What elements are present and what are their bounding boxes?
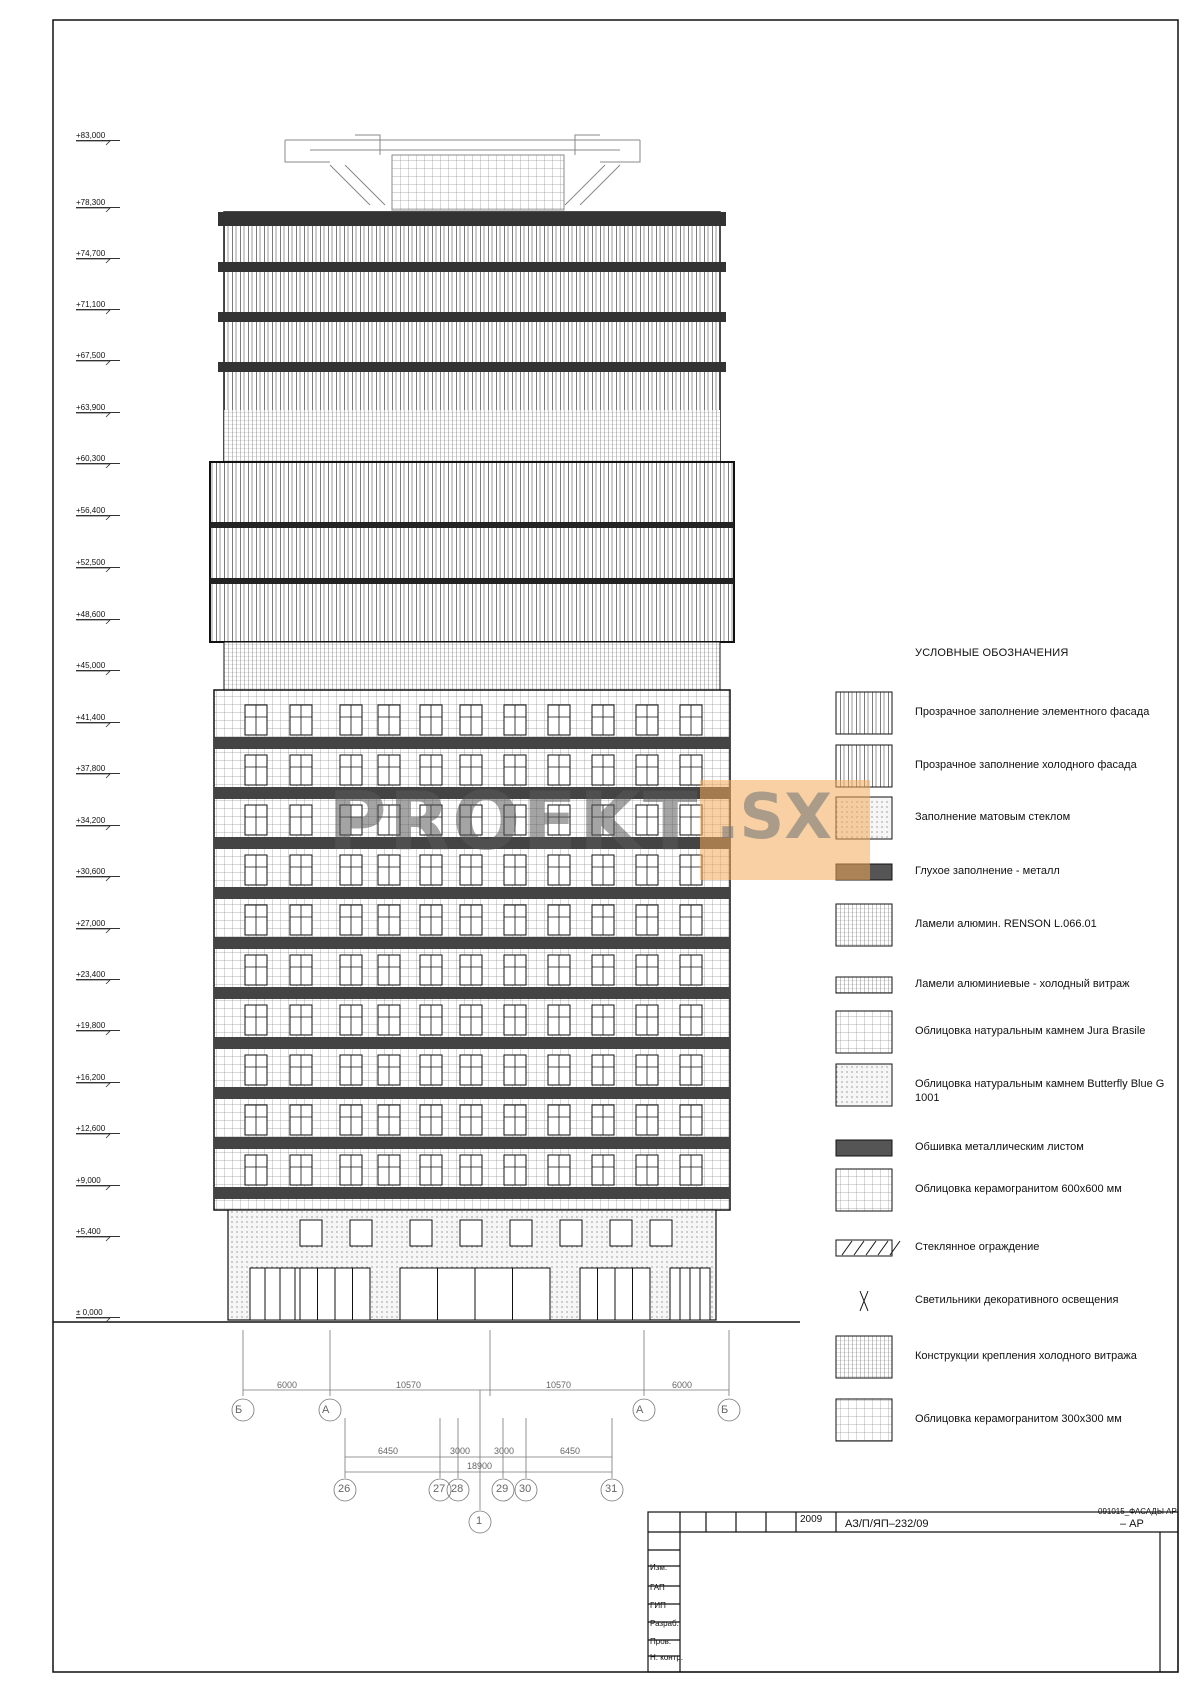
axis-label: 18900 <box>467 1461 493 1471</box>
stone-grid-swatch <box>836 1011 892 1053</box>
legend-item: Облицовка керамогранитом 300х300 мм <box>915 1413 1122 1425</box>
axis-label: 31 <box>605 1483 618 1495</box>
legend-item: Облицовка керамогранитом 600х600 мм <box>915 1183 1122 1195</box>
ceramic-300-swatch <box>836 1399 892 1441</box>
middle-overhang-block <box>210 462 734 642</box>
ceramic-600-swatch <box>836 1169 892 1211</box>
podium-upper-window <box>410 1220 432 1246</box>
podium-upper-window <box>610 1220 632 1246</box>
watermark-logo: PROEKT <box>328 775 700 868</box>
axis-label: 3000 <box>494 1446 515 1456</box>
axis-label: 6450 <box>560 1446 581 1456</box>
legend-item: Обшивка металлическим листом <box>915 1141 1084 1153</box>
axis-label: 10570 <box>396 1380 422 1390</box>
elevation-marks <box>76 141 110 1322</box>
elevation-label: +45,000 <box>76 661 120 671</box>
floor-band <box>214 1187 730 1199</box>
elevation-label: +71,100 <box>76 300 120 310</box>
elevation-label: +27,000 <box>76 919 120 929</box>
elevation-label: +30,600 <box>76 867 120 877</box>
podium-upper-window <box>560 1220 582 1246</box>
elevation-label: +41,400 <box>76 713 120 723</box>
axis-label: 6000 <box>672 1380 693 1390</box>
axis-label: 1 <box>476 1515 483 1527</box>
axis-label: 28 <box>451 1483 464 1495</box>
axis-label: Б <box>721 1404 729 1416</box>
legend-item: Глухое заполнение - металл <box>915 865 1060 877</box>
podium-upper-window <box>510 1220 532 1246</box>
floor-band <box>214 1087 730 1099</box>
elevation-label: +74,700 <box>76 249 120 259</box>
floor-band <box>214 987 730 999</box>
louver-swatch <box>836 904 892 946</box>
elevation-label: +78,300 <box>76 198 120 208</box>
axis-label: 29 <box>496 1483 509 1495</box>
axis-label: 30 <box>519 1483 532 1495</box>
thin-louver-swatch <box>836 977 892 993</box>
axis-label: Б <box>235 1404 243 1416</box>
title-block-row: Разраб. <box>650 1619 679 1628</box>
title-block-row: Изм. <box>650 1563 668 1572</box>
elevation-label: +60,300 <box>76 454 120 464</box>
podium-upper-window <box>300 1220 322 1246</box>
floor-band <box>214 1037 730 1049</box>
elevation-label: +5,400 <box>76 1227 120 1237</box>
legend-item: Стеклянное ограждение <box>915 1241 1040 1253</box>
legend-item: Светильники декоративного освещения <box>915 1294 1119 1306</box>
title-block-row: ГАП <box>650 1583 665 1592</box>
floor-band <box>214 737 730 749</box>
legend-item: Прозрачное заполнение холодного фасада <box>915 759 1137 771</box>
metal-sheet-swatch <box>836 1140 892 1156</box>
elevation-label: +34,200 <box>76 816 120 826</box>
elevation-label: +52,500 <box>76 558 120 568</box>
elevation-label: +16,200 <box>76 1073 120 1083</box>
axis-label: 10570 <box>546 1380 572 1390</box>
podium-upper-window <box>460 1220 482 1246</box>
file-reference: 091015_ФАСАДЫ АР <box>1098 1507 1177 1516</box>
transition-band <box>224 642 720 690</box>
mount-swatch <box>836 1336 892 1378</box>
vertical-mullion-swatch <box>836 692 892 734</box>
elevation-label: +37,800 <box>76 764 120 774</box>
elevation-label: +56,400 <box>76 506 120 516</box>
title-block-year: 2009 <box>800 1514 823 1525</box>
floor-band <box>214 1137 730 1149</box>
title-block <box>648 1512 1178 1672</box>
title-block-code: АЗ/П/ЯП–232/09 <box>845 1518 929 1530</box>
elevation-label: +67,500 <box>76 351 120 361</box>
title-block-row: ГИП <box>650 1601 666 1610</box>
axes-dimensions <box>232 1330 740 1533</box>
floor-band <box>214 937 730 949</box>
elevation-label: +9,000 <box>76 1176 120 1186</box>
elevation-label: +63,900 <box>76 403 120 413</box>
roof-structure <box>285 135 640 210</box>
title-block-row: Н. контр. <box>650 1653 684 1662</box>
lamp-swatch <box>860 1291 868 1311</box>
legend-title: УСЛОВНЫЕ ОБОЗНАЧЕНИЯ <box>915 647 1069 659</box>
legend-item: Конструкции крепления холодного витража <box>915 1350 1137 1362</box>
axis-label: А <box>322 1404 330 1416</box>
legend-item: Облицовка натуральным камнем Butterfly Blue G 1001 <box>915 1078 1165 1104</box>
elevation-label: +12,600 <box>76 1124 120 1134</box>
glass-rail-swatch <box>836 1240 900 1256</box>
podium-upper-window <box>650 1220 672 1246</box>
watermark-logo-suffix: .SX <box>716 780 833 853</box>
elevation-label: +48,600 <box>76 610 120 620</box>
elevation-label: +23,400 <box>76 970 120 980</box>
legend-item: Ламели алюминиевые - холодный витраж <box>915 978 1130 990</box>
legend-item: Заполнение матовым стеклом <box>915 811 1071 823</box>
legend-item: Облицовка натуральным камнем Jura Brasile <box>915 1025 1146 1037</box>
title-block-stage: – АР <box>1120 1518 1144 1530</box>
axis-label: А <box>636 1404 644 1416</box>
axis-label: 3000 <box>450 1446 471 1456</box>
dotted-stone-swatch <box>836 1064 892 1106</box>
axis-label: 26 <box>338 1483 351 1495</box>
floor-band <box>214 887 730 899</box>
axis-label: 6450 <box>378 1446 399 1456</box>
legend-item: Прозрачное заполнение элементного фасада <box>915 706 1150 718</box>
axis-label: 6000 <box>277 1380 298 1390</box>
elevation-label: +19,800 <box>76 1021 120 1031</box>
legend-item: Ламели алюмин. RENSON L.066.01 <box>915 918 1097 930</box>
podium-upper-window <box>350 1220 372 1246</box>
axis-label: 27 <box>433 1483 446 1495</box>
elevation-label: ± 0,000 <box>76 1308 120 1318</box>
title-block-row: Пров. <box>650 1637 672 1646</box>
elevation-label: +83,000 <box>76 131 120 141</box>
